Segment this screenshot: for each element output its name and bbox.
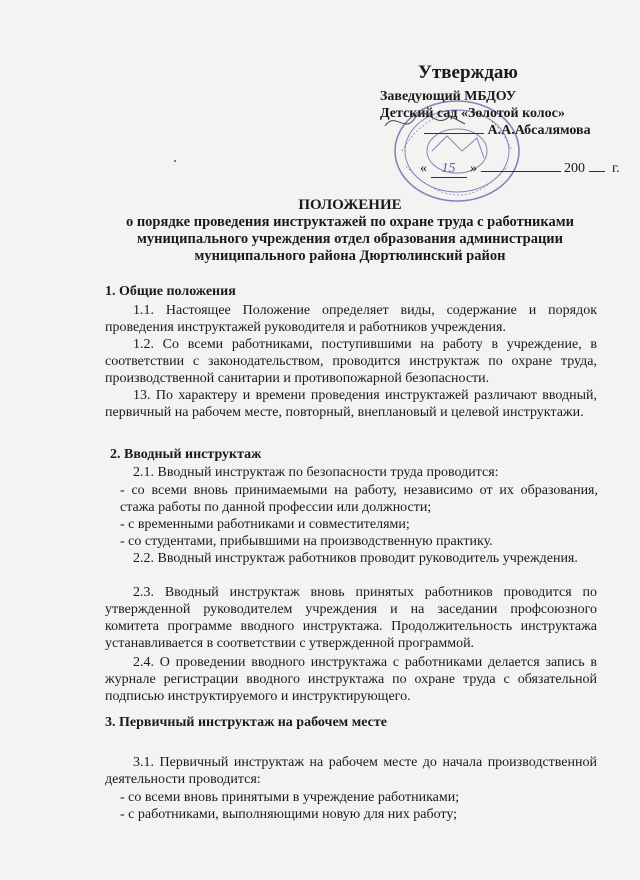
signature — [380, 106, 470, 136]
approval-date: « 15 » 200 г. — [420, 161, 620, 176]
approval-position: Заведующий МБДОУ — [380, 89, 517, 104]
section-1-title: 1. Общие положения — [105, 284, 236, 299]
section-2-title: 2. Вводный инструктаж — [110, 447, 262, 462]
section-2-p3: 2.3. Вводный инструктаж вновь принятых работников проводится по утвержденной руководителем учреждения и на заседании профсоюзного комитета программе вводного инструктажа. Продолжительность инструктажа устанавливается в соответствии с утвержденной программой. — [105, 585, 597, 651]
date-year-suffix: г. — [612, 161, 620, 176]
section-3-dash-2: - с работниками, выполняющими новую для них работу; — [120, 807, 458, 822]
section-2-p4: 2.4. О проведении вводного инструктажа с работниками делается запись в журнале регистрации вводного инструктажа по охране труда с обязательной подписью инструктируемого и инструктирующего. — [105, 655, 597, 704]
title-line-1: о порядке проведения инструктажей по охране труда с работниками — [125, 214, 575, 230]
approval-block — [380, 62, 620, 178]
approval-org: Детский сад «Золотой колос» — [380, 106, 565, 121]
approval-title: Утверждаю — [418, 62, 518, 83]
section-3-dash-1: - со всеми вновь принятыми в учреждение работниками; — [120, 790, 460, 805]
section-1-p1: 1.1. Настоящее Положение определяет виды, содержание и порядок проведения инструктажей руководителя и работников учреждения. — [105, 303, 597, 335]
section-2-dash-1: - со всеми вновь принимаемыми на работу, независимо от их образования, стажа работы по данной профессии или должности; — [120, 483, 598, 515]
title-line-3: муниципального района Дюртюлинский район — [194, 248, 506, 264]
date-year: 200 — [564, 161, 585, 176]
section-3-p1: 3.1. Первичный инструктаж на рабочем месте до начала производственной деятельности проводится: — [105, 755, 597, 787]
section-1-p3: 13. По характеру и времени проведения инструктажей различают вводный, первичный на рабочем месте, повторный, внеплановый и целевой инструктажи. — [105, 388, 597, 420]
title-main: ПОЛОЖЕНИЕ — [298, 197, 402, 213]
section-2-p1: 2.1. Вводный инструктаж по безопасности труда проводится: — [133, 465, 499, 480]
section-3-title: 3. Первичный инструктаж на рабочем месте — [105, 715, 387, 730]
section-2-p2: 2.2. Вводный инструктаж работников проводит руководитель учреждения. — [133, 551, 578, 566]
section-2-dash-2: - с временными работниками и совместителями; — [120, 517, 410, 532]
title-line-2: муниципального учреждения отдел образования администрации — [136, 231, 564, 247]
approval-name: А.А.Абсалямова — [487, 123, 591, 138]
document-title — [90, 197, 610, 265]
section-2-dash-3: - со студентами, прибывшими на производственную практику. — [120, 534, 493, 549]
scan-speck — [174, 160, 176, 162]
section-1-p2: 1.2. Со всеми работниками, поступившими на работу в учреждение, в соответствии с законодательством, проводится инструктаж по охране труда, производственной санитарии и противопожарной безопасности. — [105, 337, 597, 386]
date-day: 15 — [431, 161, 467, 178]
